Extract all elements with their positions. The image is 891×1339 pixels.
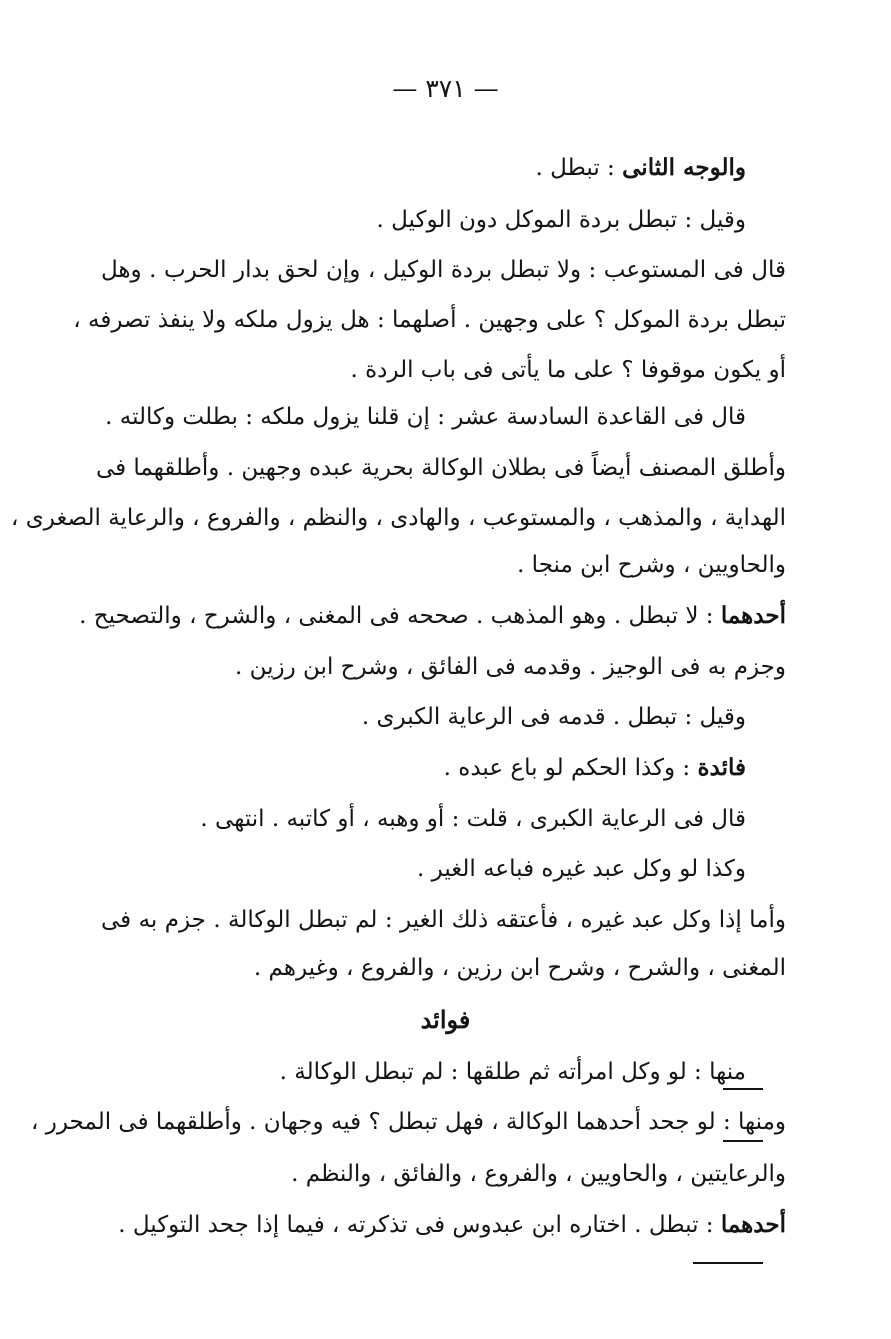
text-line: قال فى القاعدة السادسة عشر : إن قلنا يزول ملكه : بطلت وكالته . [105,404,746,430]
text-line: وقيل : تبطل بردة الموكل دون الوكيل . [376,207,746,233]
line-text: : تبطل . اختاره ابن عبدوس فى تذكرته ، فيما إذا جحد التوكيل . [118,1212,721,1238]
section-keyword: أحدهما [720,602,786,629]
text-line: والحاويين ، وشرح ابن منجا . [517,552,786,578]
text-line: قال فى الرعاية الكبرى ، قلت : أو وهبه ، أو كاتبه . انتهى . [200,806,746,832]
underline-mark [723,1140,763,1142]
text-line [118,1203,786,1247]
text-line [536,146,747,190]
underline-mark [693,1262,763,1264]
text-line [444,746,746,790]
page-number: — ٣٧١ — [392,74,499,103]
subheading-fawaid: فوائد [420,1005,471,1034]
text-line: منها : لو وكل امرأته ثم طلقها : لم تبطل الوكالة . [279,1059,746,1085]
text-line: أو يكون موقوفا ؟ على ما يأتى فى باب الردة . [350,357,786,383]
text-line: ومنها : لو جحد أحدهما الوكالة ، فهل تبطل ؟ فيه وجهان . وأطلقهما فى المحرر ، [31,1109,786,1135]
section-keyword: والوجه الثانى [622,154,746,181]
text-line: المغنى ، والشرح ، وشرح ابن رزين ، والفروع ، وغيرهم . [253,955,786,981]
text-line: وجزم به فى الوجيز . وقدمه فى الفائق ، وشرح ابن رزين . [234,654,786,680]
text-line: وأما إذا وكل عبد غيره ، فأعتقه ذلك الغير : لم تبطل الوكالة . جزم به فى [101,907,786,933]
section-keyword: فائدة [697,754,746,781]
line-text: : تبطل . [535,155,623,181]
text-line: وقيل : تبطل . قدمه فى الرعاية الكبرى . [361,704,746,730]
text-line: وكذا لو وكل عبد غيره فباعه الغير . [417,856,746,882]
text-line: تبطل بردة الموكل ؟ على وجهين . أصلهما : هل يزول ملكه ولا ينفذ تصرفه ، [73,307,786,333]
text-line: الهداية ، والمذهب ، والمستوعب ، والهادى ، والنظم ، والفروع ، والرعاية الصغرى ، [11,505,786,531]
text-line: وأطلق المصنف أيضاً فى بطلان الوكالة بحرية عبده وجهين . وأطلقهما فى [95,455,786,481]
line-text: : لا تبطل . وهو المذهب . صححه فى المغنى ، والشرح ، والتصحيح . [79,603,721,629]
line-text: : وكذا الحكم لو باع عبده . [443,755,698,781]
text-line: قال فى المستوعب : ولا تبطل بردة الوكيل ، وإن لحق بدار الحرب . وهل [101,257,786,283]
underline-mark [723,1088,763,1090]
text-line: والرعايتين ، والحاويين ، والفروع ، والفائق ، والنظم . [291,1161,786,1187]
section-keyword: أحدهما [720,1211,786,1238]
text-line [79,594,786,638]
